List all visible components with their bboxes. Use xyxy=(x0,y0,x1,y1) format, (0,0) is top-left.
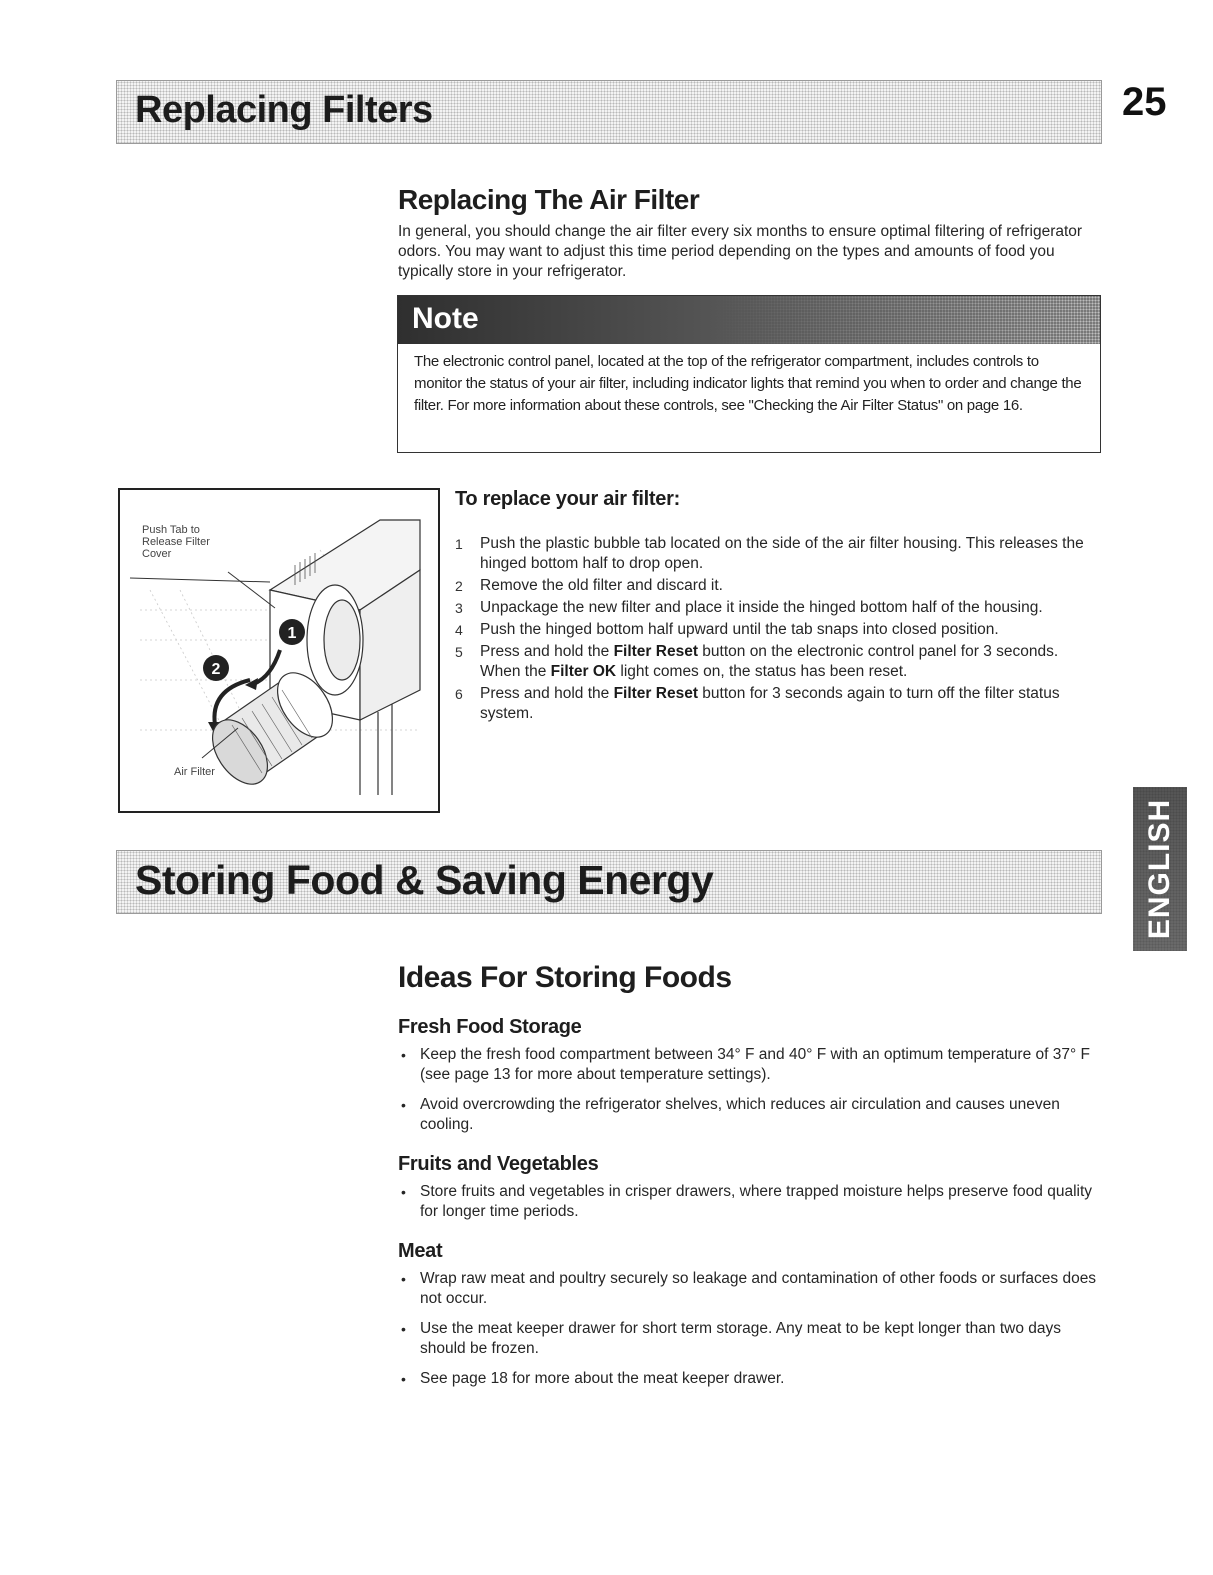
section-title: Replacing Filters xyxy=(135,89,433,131)
note-text: The electronic control panel, located at the top of the refrigerator compartment, includes controls to monitor the status of your air filter, including indicator lights that remind you when to order and change the filter. For more information about these controls, see "Checking the Air Filter Status" on page 16. xyxy=(414,353,1082,414)
list-item: 5 Press and hold the Filter Reset button on the electronic control panel for 3 seconds. When the Filter OK light comes on, the status has been reset. xyxy=(455,643,1059,680)
section-banner-storing-food xyxy=(116,850,1102,914)
meat-list xyxy=(398,1269,1098,1399)
heading-replacing-air-filter: Replacing The Air Filter xyxy=(398,184,700,215)
figure-label-push-tab: Push Tab to Release Filter Cover xyxy=(142,524,210,560)
figure-label-air-filter: Air Filter xyxy=(174,766,215,778)
list-item: • Use the meat keeper drawer for short term storage. Any meat to be kept longer than two days should be frozen. xyxy=(398,1319,1098,1359)
language-side-tab xyxy=(1133,787,1187,951)
note-box xyxy=(397,295,1101,453)
steps-heading: To replace your air filter: xyxy=(455,488,680,510)
subheading-meat: Meat xyxy=(398,1240,443,1262)
page-number: 25 xyxy=(1122,80,1167,124)
list-item: • Keep the fresh food compartment between 34° F and 40° F with an optimum temperature of 37° F (see page 13 for more about temperature settings). xyxy=(398,1045,1098,1085)
list-item: 3 Unpackage the new filter and place it inside the hinged bottom half of the housing. xyxy=(455,599,1043,616)
list-item: • Avoid overcrowding the refrigerator shelves, which reduces air circulation and causes uneven cooling. xyxy=(398,1095,1098,1135)
air-filter-diagram xyxy=(118,488,440,813)
list-item: 2 Remove the old filter and discard it. xyxy=(455,577,723,594)
note-header-bar xyxy=(398,296,1100,344)
steps-list xyxy=(455,534,1100,726)
callout-1: 1 xyxy=(287,625,297,642)
subheading-fresh-food: Fresh Food Storage xyxy=(398,1016,582,1038)
note-label: Note xyxy=(412,302,479,335)
list-item: • Wrap raw meat and poultry securely so leakage and contamination of other foods or surfaces does not occur. xyxy=(398,1269,1098,1309)
callout-2: 2 xyxy=(211,661,221,678)
list-item: 1 Push the plastic bubble tab located on the side of the air filter housing. This releases the hinged bottom half to drop open. xyxy=(455,535,1084,572)
list-item: • Store fruits and vegetables in crisper drawers, where trapped moisture helps preserve food quality for longer time periods. xyxy=(398,1182,1098,1222)
section-banner-replacing-filters xyxy=(116,80,1102,144)
list-item: 4 Push the hinged bottom half upward until the tab snaps into closed position. xyxy=(455,621,999,638)
intro-paragraph: In general, you should change the air filter every six months to ensure optimal filtering of refrigerator odors. You may want to adjust this time period depending on the types and amounts of food you typically store in your refrigerator. xyxy=(398,223,1083,280)
subheading-fruits-vegetables: Fruits and Vegetables xyxy=(398,1153,599,1175)
fruits-vegetables-list xyxy=(398,1182,1098,1232)
section-title: Storing Food & Saving Energy xyxy=(135,857,714,903)
list-item: 6 Press and hold the Filter Reset button for 3 seconds again to turn off the filter status system. xyxy=(455,685,1060,722)
list-item: • See page 18 for more about the meat keeper drawer. xyxy=(398,1369,1098,1389)
side-tab-label: ENGLISH xyxy=(1143,798,1176,940)
fresh-food-list xyxy=(398,1045,1098,1145)
heading-ideas-storing-foods: Ideas For Storing Foods xyxy=(398,961,732,994)
